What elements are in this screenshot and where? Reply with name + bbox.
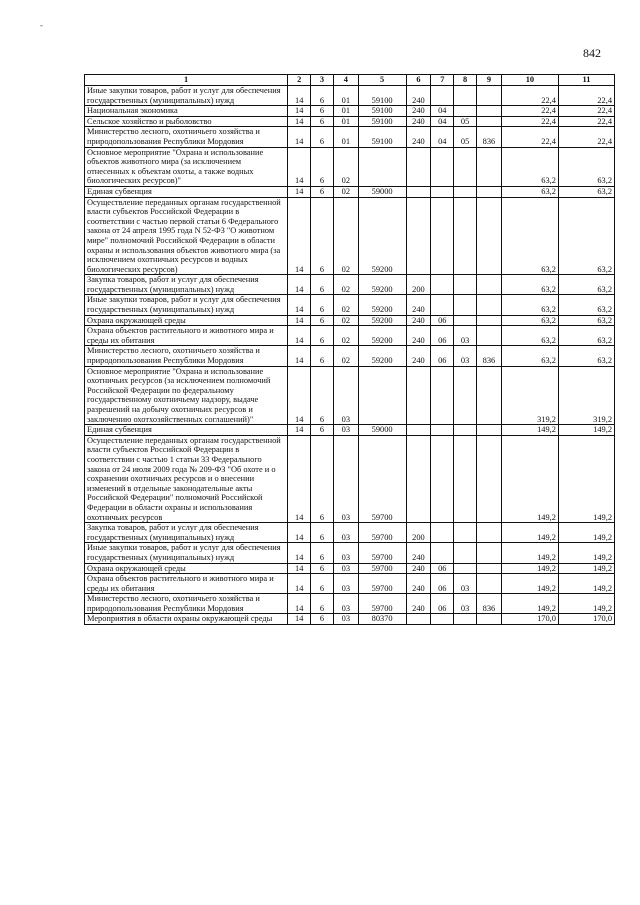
table-row (85, 315, 615, 326)
code-cell: 04 (431, 127, 454, 147)
table-row (85, 346, 615, 366)
table-row (85, 563, 615, 574)
code-cell: 200 (406, 523, 431, 543)
code-cell (431, 543, 454, 563)
code-cell: 836 (477, 127, 502, 147)
code-cell: 14 (288, 435, 311, 522)
code-cell: 14 (288, 543, 311, 563)
code-cell: 02 (333, 147, 358, 186)
code-cell: 14 (288, 366, 311, 425)
code-cell (431, 147, 454, 186)
description-cell: Единая субвенция (85, 186, 288, 197)
description-cell: Осуществление переданных органам государственной власти субъектов Российской Федерации в соответствии с частью 1 статьи 33 Федерального закона от 24 июля 2009 года № 209-ФЗ "Об охоте и о сохранении охотничьих ресурсов и о внесении изменений в отдельные законодательные акты Российской Федерации" полномочий Российской Федерации в области охраны и использования охотничьих ресурсов (85, 435, 288, 522)
code-cell: 14 (288, 315, 311, 326)
code-cell (454, 543, 477, 563)
header-cell: 8 (454, 75, 477, 86)
code-cell: 14 (288, 197, 311, 275)
code-cell (406, 435, 431, 522)
table-row (85, 425, 615, 436)
code-cell (431, 86, 454, 106)
code-cell (477, 295, 502, 315)
code-cell: 03 (333, 574, 358, 594)
table-row (85, 106, 615, 117)
amount-cell: 22,4 (501, 86, 558, 106)
description-cell: Единая субвенция (85, 425, 288, 436)
code-cell (477, 574, 502, 594)
code-cell: 03 (333, 435, 358, 522)
amount-cell: 22,4 (558, 106, 614, 117)
code-cell (454, 315, 477, 326)
table-row (85, 574, 615, 594)
amount-cell: 22,4 (558, 86, 614, 106)
code-cell: 240 (406, 295, 431, 315)
code-cell: 6 (311, 425, 334, 436)
code-cell: 240 (406, 594, 431, 614)
code-cell: 59000 (358, 425, 406, 436)
code-cell: 59100 (358, 127, 406, 147)
code-cell (454, 366, 477, 425)
table-row (85, 147, 615, 186)
description-cell: Министерство лесного, охотничьего хозяйства и природопользования Республики Мордовия (85, 594, 288, 614)
code-cell: 14 (288, 295, 311, 315)
page-number: 842 (583, 46, 601, 60)
code-cell (477, 147, 502, 186)
description-cell: Закупка товаров, работ и услуг для обеспечения государственных (муниципальных) нужд (85, 275, 288, 295)
code-cell (431, 275, 454, 295)
amount-cell: 63,2 (558, 315, 614, 326)
code-cell (454, 106, 477, 117)
code-cell (406, 614, 431, 625)
code-cell: 6 (311, 86, 334, 106)
code-cell: 59700 (358, 594, 406, 614)
code-cell: 6 (311, 366, 334, 425)
amount-cell: 149,2 (501, 594, 558, 614)
code-cell (477, 543, 502, 563)
code-cell: 59200 (358, 346, 406, 366)
description-cell: Осуществление переданных органам государственной власти субъектов Российской Федерации в соответствии с частью первой статьи 6 Федерального закона от 24 апреля 1995 года N 52-ФЗ "О животном мире" полномочий Российской Федерации в области охраны и использования объектов животного мира (за исключением охотничьих ресурсов и водных биологических ресурсов) (85, 197, 288, 275)
code-cell: 14 (288, 116, 311, 127)
code-cell: 03 (454, 346, 477, 366)
code-cell: 240 (406, 127, 431, 147)
code-cell (431, 186, 454, 197)
code-cell (477, 366, 502, 425)
code-cell: 14 (288, 425, 311, 436)
header-cell: 2 (288, 75, 311, 86)
description-cell: Иные закупки товаров, работ и услуг для обеспечения государственных (муниципальных) нужд (85, 543, 288, 563)
code-cell: 59700 (358, 563, 406, 574)
code-cell: 03 (333, 543, 358, 563)
description-cell: Охрана объектов растительного и животного мира и среды их обитания (85, 574, 288, 594)
code-cell: 01 (333, 86, 358, 106)
amount-cell: 149,2 (558, 425, 614, 436)
description-cell: Национальная экономика (85, 106, 288, 117)
amount-cell: 63,2 (558, 197, 614, 275)
code-cell: 03 (333, 425, 358, 436)
description-cell: Закупка товаров, работ и услуг для обеспечения государственных (муниципальных) нужд (85, 523, 288, 543)
code-cell (406, 186, 431, 197)
code-cell (406, 366, 431, 425)
code-cell: 6 (311, 147, 334, 186)
amount-cell: 319,2 (558, 366, 614, 425)
code-cell: 59200 (358, 197, 406, 275)
code-cell: 6 (311, 435, 334, 522)
code-cell (406, 147, 431, 186)
table-row (85, 326, 615, 346)
code-cell (454, 86, 477, 106)
header-cell: 6 (406, 75, 431, 86)
code-cell: 6 (311, 594, 334, 614)
code-cell (431, 366, 454, 425)
description-cell: Иные закупки товаров, работ и услуг для обеспечения государственных (муниципальных) нужд (85, 295, 288, 315)
amount-cell: 63,2 (501, 147, 558, 186)
table-row (85, 295, 615, 315)
code-cell: 6 (311, 315, 334, 326)
code-cell: 240 (406, 86, 431, 106)
code-cell: 02 (333, 346, 358, 366)
code-cell: 6 (311, 563, 334, 574)
amount-cell: 149,2 (558, 574, 614, 594)
description-cell: Охрана окружающей среды (85, 315, 288, 326)
amount-cell: 319,2 (501, 366, 558, 425)
code-cell (454, 197, 477, 275)
code-cell: 14 (288, 106, 311, 117)
code-cell: 59200 (358, 295, 406, 315)
code-cell: 14 (288, 594, 311, 614)
code-cell (431, 614, 454, 625)
code-cell: 06 (431, 326, 454, 346)
amount-cell: 22,4 (501, 116, 558, 127)
code-cell (477, 523, 502, 543)
header-cell: 11 (558, 75, 614, 86)
code-cell (477, 197, 502, 275)
code-cell (431, 523, 454, 543)
code-cell: 06 (431, 574, 454, 594)
code-cell: 14 (288, 86, 311, 106)
code-cell (477, 315, 502, 326)
table-row (85, 86, 615, 106)
code-cell (454, 275, 477, 295)
code-cell: 240 (406, 116, 431, 127)
code-cell: 6 (311, 295, 334, 315)
code-cell: 59100 (358, 86, 406, 106)
amount-cell: 63,2 (501, 315, 558, 326)
code-cell: 02 (333, 186, 358, 197)
code-cell: 6 (311, 346, 334, 366)
code-cell: 14 (288, 326, 311, 346)
code-cell: 02 (333, 295, 358, 315)
code-cell: 06 (431, 315, 454, 326)
code-cell: 59700 (358, 435, 406, 522)
amount-cell: 22,4 (501, 127, 558, 147)
amount-cell: 63,2 (558, 326, 614, 346)
description-cell: Охрана окружающей среды (85, 563, 288, 574)
code-cell (454, 435, 477, 522)
description-cell: Основное мероприятие "Охрана и использование охотничьих ресурсов (за исключением полномочий Российской Федерации по федеральному государственному охотничьему надзору, выдаче разрешений на добычу охотничьих ресурсов и заключению охотхозяйственных соглашений)" (85, 366, 288, 425)
amount-cell: 170,0 (558, 614, 614, 625)
amount-cell: 63,2 (558, 186, 614, 197)
description-cell: Министерство лесного, охотничьего хозяйства и природопользования Республики Мордовия (85, 127, 288, 147)
description-cell: Министерство лесного, охотничьего хозяйства и природопользования Республики Мордовия (85, 346, 288, 366)
amount-cell: 63,2 (558, 275, 614, 295)
code-cell: 05 (454, 127, 477, 147)
code-cell: 02 (333, 275, 358, 295)
code-cell: 240 (406, 574, 431, 594)
code-cell (477, 275, 502, 295)
code-cell (406, 197, 431, 275)
code-cell: 14 (288, 127, 311, 147)
code-cell (431, 425, 454, 436)
code-cell: 6 (311, 523, 334, 543)
code-cell (454, 295, 477, 315)
code-cell: 04 (431, 106, 454, 117)
code-cell: 6 (311, 543, 334, 563)
code-cell: 01 (333, 127, 358, 147)
code-cell (431, 197, 454, 275)
code-cell (406, 425, 431, 436)
header-cell: 7 (431, 75, 454, 86)
code-cell: 240 (406, 326, 431, 346)
code-cell: 14 (288, 523, 311, 543)
amount-cell: 149,2 (501, 563, 558, 574)
amount-cell: 149,2 (558, 435, 614, 522)
budget-table (84, 74, 615, 625)
table-row (85, 614, 615, 625)
code-cell: 03 (454, 326, 477, 346)
code-cell: 6 (311, 614, 334, 625)
amount-cell: 63,2 (501, 326, 558, 346)
code-cell (358, 366, 406, 425)
code-cell: 6 (311, 197, 334, 275)
code-cell: 6 (311, 106, 334, 117)
amount-cell: 149,2 (558, 523, 614, 543)
code-cell: 59000 (358, 186, 406, 197)
header-cell: 3 (311, 75, 334, 86)
code-cell: 03 (333, 563, 358, 574)
table-row (85, 543, 615, 563)
amount-cell: 149,2 (558, 594, 614, 614)
table-row (85, 275, 615, 295)
amount-cell: 149,2 (558, 543, 614, 563)
code-cell (431, 295, 454, 315)
code-cell (454, 563, 477, 574)
corner-mark: - (40, 20, 43, 30)
code-cell (454, 186, 477, 197)
code-cell: 01 (333, 116, 358, 127)
amount-cell: 149,2 (501, 523, 558, 543)
code-cell: 6 (311, 275, 334, 295)
amount-cell: 63,2 (501, 275, 558, 295)
code-cell (477, 86, 502, 106)
amount-cell: 22,4 (501, 106, 558, 117)
code-cell (454, 523, 477, 543)
header-cell: 1 (85, 75, 288, 86)
code-cell: 14 (288, 186, 311, 197)
code-cell (454, 147, 477, 186)
header-cell: 5 (358, 75, 406, 86)
code-cell (477, 116, 502, 127)
amount-cell: 63,2 (501, 186, 558, 197)
amount-cell: 149,2 (501, 543, 558, 563)
code-cell: 03 (333, 366, 358, 425)
header-cell: 4 (333, 75, 358, 86)
code-cell: 02 (333, 326, 358, 346)
table-row (85, 197, 615, 275)
code-cell (477, 435, 502, 522)
code-cell: 59700 (358, 574, 406, 594)
table-row (85, 594, 615, 614)
code-cell: 06 (431, 346, 454, 366)
table-header-row (85, 75, 615, 86)
code-cell: 80370 (358, 614, 406, 625)
code-cell (477, 106, 502, 117)
code-cell: 03 (454, 574, 477, 594)
code-cell: 14 (288, 147, 311, 186)
amount-cell: 63,2 (501, 197, 558, 275)
description-cell: Основное мероприятие "Охрана и использование объектов животного мира (за исключением отнесенных к объектам охоты, а также водных биологических ресурсов)" (85, 147, 288, 186)
amount-cell: 22,4 (558, 127, 614, 147)
code-cell (431, 435, 454, 522)
code-cell: 59700 (358, 543, 406, 563)
code-cell (477, 614, 502, 625)
table-row (85, 435, 615, 522)
code-cell: 59700 (358, 523, 406, 543)
code-cell: 02 (333, 315, 358, 326)
table-row (85, 116, 615, 127)
code-cell: 02 (333, 197, 358, 275)
code-cell: 14 (288, 614, 311, 625)
code-cell: 03 (454, 594, 477, 614)
code-cell: 14 (288, 346, 311, 366)
code-cell (477, 563, 502, 574)
code-cell: 836 (477, 346, 502, 366)
code-cell (477, 186, 502, 197)
amount-cell: 63,2 (558, 147, 614, 186)
code-cell (358, 147, 406, 186)
amount-cell: 149,2 (558, 563, 614, 574)
code-cell (477, 326, 502, 346)
description-cell: Сельское хозяйство и рыболовство (85, 116, 288, 127)
amount-cell: 149,2 (501, 425, 558, 436)
code-cell: 14 (288, 275, 311, 295)
code-cell: 240 (406, 106, 431, 117)
amount-cell: 149,2 (501, 435, 558, 522)
code-cell (454, 614, 477, 625)
code-cell: 14 (288, 574, 311, 594)
code-cell: 836 (477, 594, 502, 614)
code-cell: 03 (333, 523, 358, 543)
table-row (85, 127, 615, 147)
code-cell: 6 (311, 116, 334, 127)
table-row (85, 366, 615, 425)
code-cell: 05 (454, 116, 477, 127)
code-cell (477, 425, 502, 436)
amount-cell: 63,2 (501, 295, 558, 315)
code-cell: 59200 (358, 326, 406, 346)
code-cell: 240 (406, 563, 431, 574)
description-cell: Иные закупки товаров, работ и услуг для обеспечения государственных (муниципальных) нужд (85, 86, 288, 106)
code-cell: 6 (311, 186, 334, 197)
amount-cell: 149,2 (501, 574, 558, 594)
code-cell: 06 (431, 594, 454, 614)
description-cell: Мероприятия в области охраны окружающей среды (85, 614, 288, 625)
code-cell: 240 (406, 315, 431, 326)
amount-cell: 63,2 (558, 295, 614, 315)
amount-cell: 63,2 (558, 346, 614, 366)
header-cell: 9 (477, 75, 502, 86)
code-cell: 240 (406, 346, 431, 366)
code-cell: 03 (333, 614, 358, 625)
code-cell: 14 (288, 563, 311, 574)
code-cell: 240 (406, 543, 431, 563)
code-cell (454, 425, 477, 436)
amount-cell: 170,0 (501, 614, 558, 625)
code-cell: 6 (311, 326, 334, 346)
code-cell: 6 (311, 574, 334, 594)
description-cell: Охрана объектов растительного и животного мира и среды их обитания (85, 326, 288, 346)
code-cell: 59100 (358, 106, 406, 117)
code-cell: 59200 (358, 275, 406, 295)
code-cell: 04 (431, 116, 454, 127)
code-cell: 01 (333, 106, 358, 117)
code-cell: 59100 (358, 116, 406, 127)
code-cell: 6 (311, 127, 334, 147)
header-cell: 10 (501, 75, 558, 86)
code-cell: 03 (333, 594, 358, 614)
code-cell: 59200 (358, 315, 406, 326)
table-row (85, 186, 615, 197)
amount-cell: 63,2 (501, 346, 558, 366)
amount-cell: 22,4 (558, 116, 614, 127)
code-cell: 06 (431, 563, 454, 574)
table-row (85, 523, 615, 543)
code-cell: 200 (406, 275, 431, 295)
